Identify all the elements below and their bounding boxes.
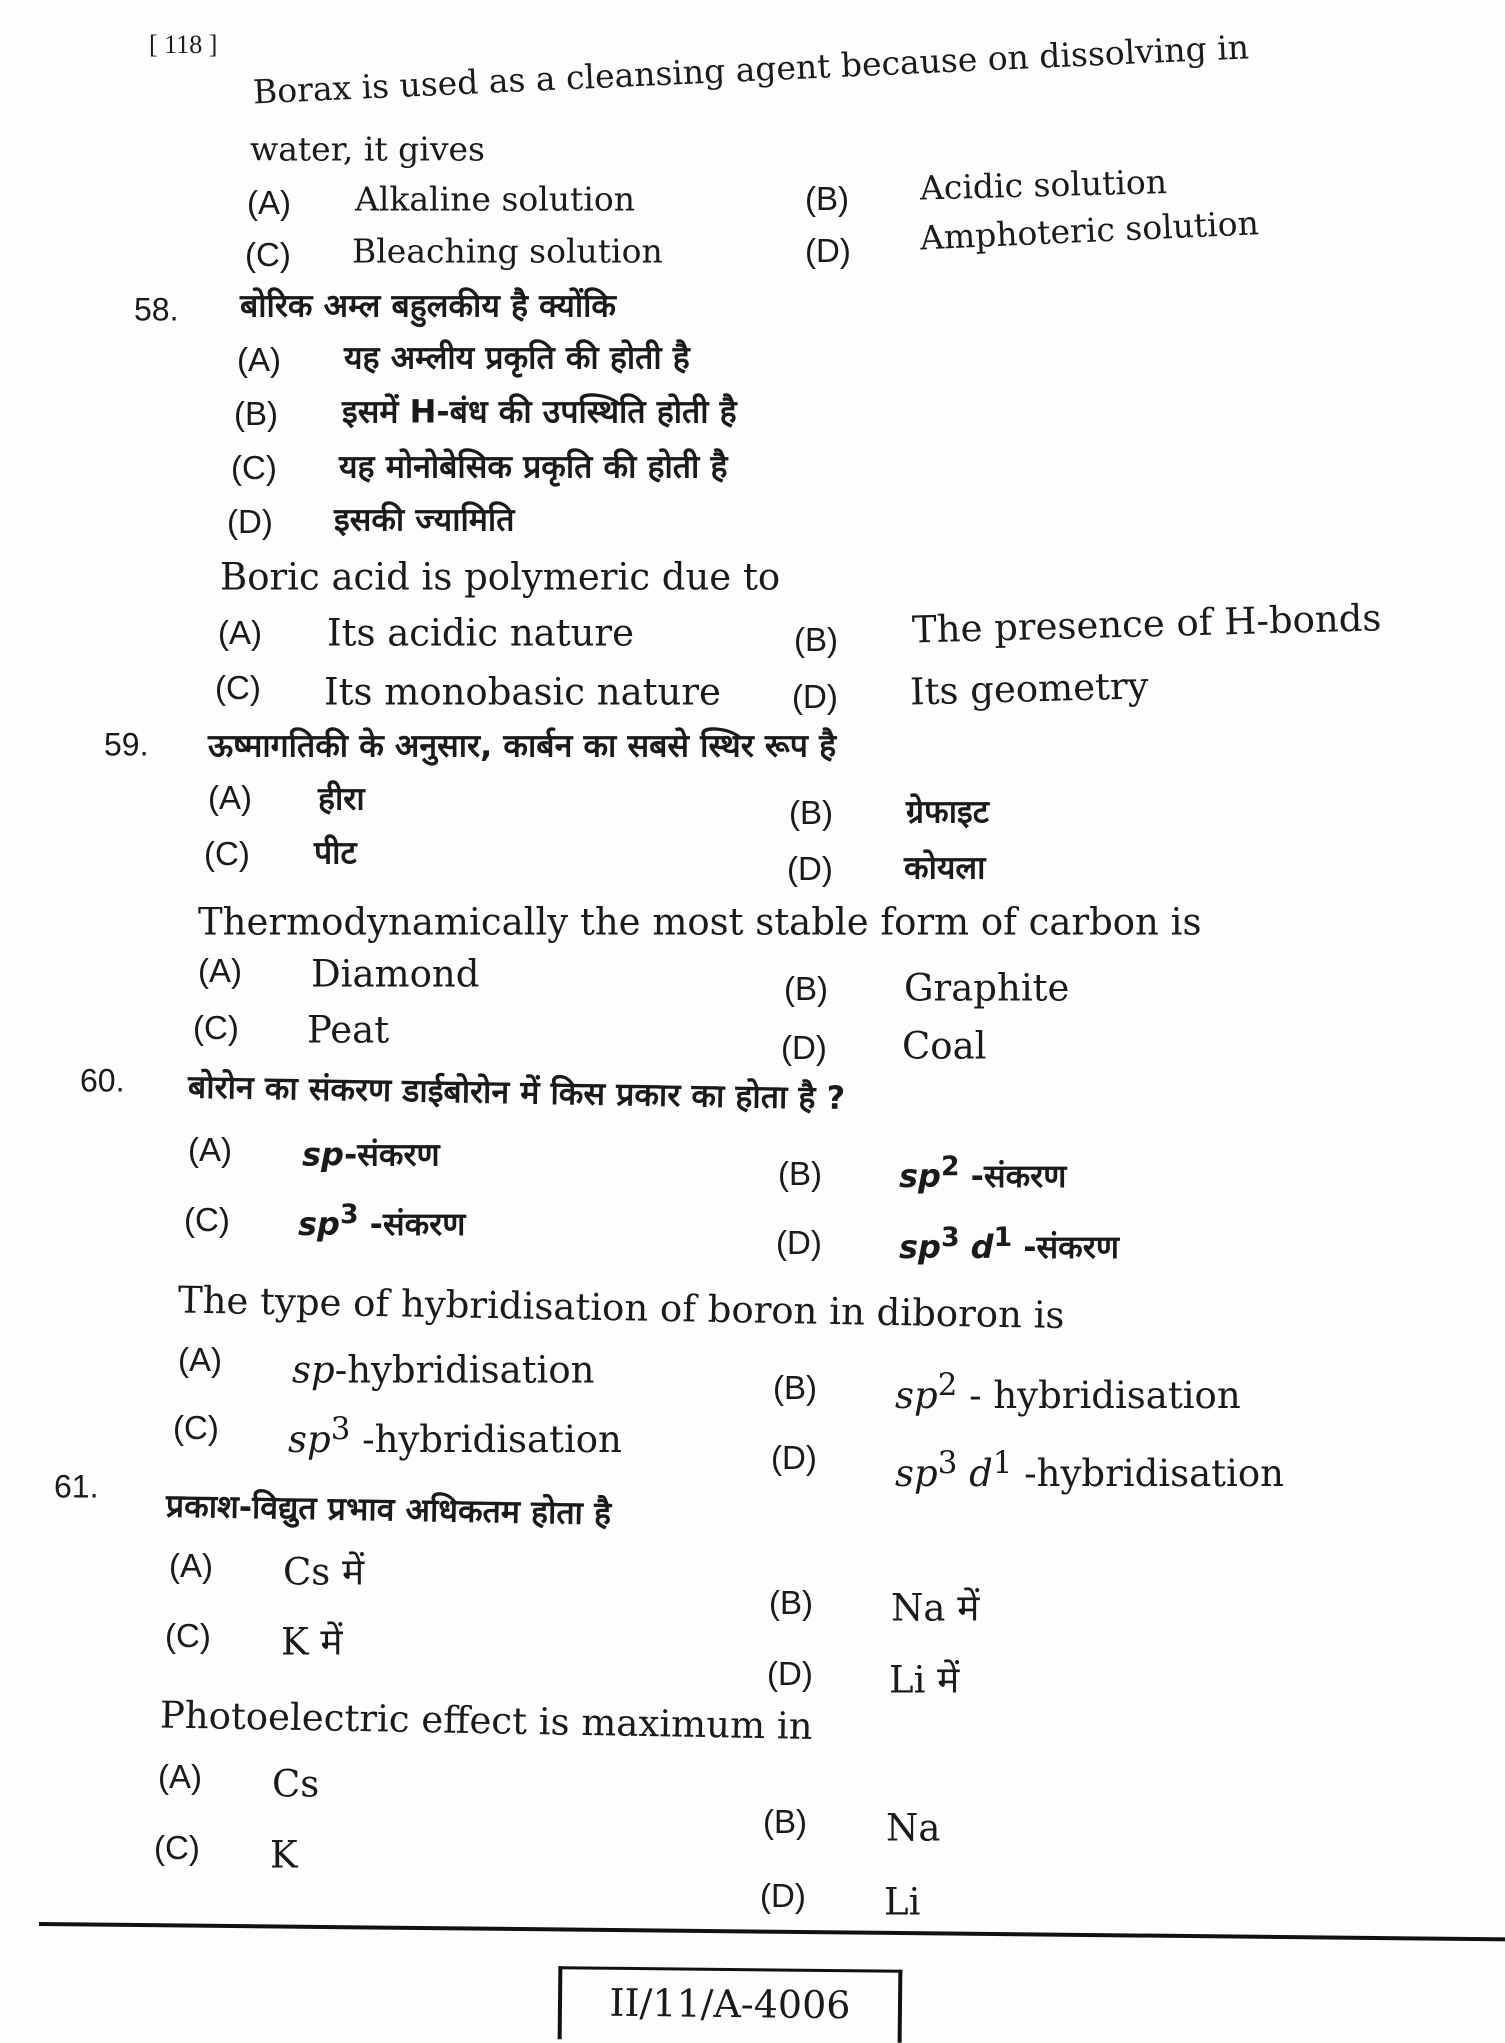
option-text: Its acidic nature (327, 611, 635, 655)
option-text: The presence of H-bonds (911, 596, 1382, 652)
question-57-text: Borax is used as a cleansing agent because on dissolving in (252, 27, 1250, 112)
option-label: (B) (794, 621, 838, 658)
option-text: कोयला (904, 848, 986, 887)
option-text: Bleaching solution (352, 231, 663, 271)
question-number: 60. (80, 1062, 125, 1099)
question-60-english: The type of hybridisation of boron in diboron is (177, 1278, 1065, 1337)
option-label: (C) (215, 669, 261, 706)
suffix: - hybridisation (957, 1374, 1241, 1418)
option-text: Na में (891, 1586, 980, 1630)
question-59-hindi: ऊष्मागतिकी के अनुसार, कार्बन का सबसे स्थिर रूप है (208, 726, 837, 765)
question-58-hindi: बोरिक अम्ल बहुलकीय है क्योंकि (240, 286, 616, 325)
option-text: Peat (307, 1008, 390, 1052)
sp: sp (895, 1452, 938, 1496)
superscript: 3 (937, 1444, 958, 1481)
option-label: (B) (778, 1155, 822, 1192)
superscript: 1 (993, 1222, 1013, 1254)
option-text (302, 1133, 440, 1176)
suffix: -hybridisation (1012, 1452, 1284, 1496)
suffix: -hybridisation (334, 1348, 595, 1392)
option-text: इसमें H-बंध की उपस्थिति होती है (342, 392, 737, 431)
option-label: (C) (193, 1009, 239, 1046)
option-label: (B) (769, 1584, 813, 1621)
option-label: (D) (227, 503, 273, 540)
page-number: [ 118 ] (149, 30, 218, 59)
sp: sp (895, 1374, 938, 1418)
option-label: (D) (760, 1877, 806, 1914)
option-label: (A) (178, 1341, 222, 1378)
superscript: 3 (940, 1222, 960, 1254)
option-text: Cs में (283, 1550, 365, 1594)
suffix: -संकरण (959, 1156, 1067, 1195)
option-text: Li में (889, 1658, 960, 1702)
option-text (895, 1445, 1284, 1495)
option-label: (D) (771, 1439, 817, 1476)
option-text (292, 1349, 595, 1392)
superscript: 2 (940, 1151, 960, 1183)
option-text: इसकी ज्यामिति (334, 500, 515, 539)
option-label: (C) (231, 449, 277, 486)
option-text: हीरा (318, 779, 365, 818)
option-text: Its monobasic nature (324, 670, 721, 714)
question-59-english: Thermodynamically the most stable form of carbon is (198, 900, 1202, 944)
option-text (899, 1222, 1119, 1268)
option-label: (B) (789, 794, 833, 831)
option-text: K में (281, 1620, 343, 1664)
sp: sp (288, 1418, 331, 1462)
sp: sp (899, 1156, 941, 1195)
option-label: (A) (237, 341, 281, 378)
option-text (895, 1367, 1241, 1417)
question-60-hindi: बोरोन का संकरण डाईबोरोन में किस प्रकार का होता है ? (187, 1067, 846, 1117)
option-label: (C) (245, 236, 291, 273)
option-label: (C) (184, 1201, 230, 1238)
option-label: (A) (218, 614, 262, 651)
option-label: (A) (208, 779, 252, 816)
option-label: (A) (247, 184, 291, 221)
option-label: (C) (165, 1617, 211, 1654)
option-text: पीट (314, 833, 357, 872)
question-61-hindi: प्रकाश-विद्युत प्रभाव अधिकतम होता है (165, 1486, 612, 1533)
option-label: (A) (198, 952, 242, 989)
option-label: (D) (787, 850, 833, 887)
question-number: 58. (134, 291, 179, 328)
option-text: Na (886, 1806, 941, 1850)
option-text (899, 1151, 1066, 1197)
suffix: -hybridisation (350, 1418, 622, 1462)
option-label: (D) (805, 232, 851, 269)
option-text (298, 1199, 465, 1245)
option-text: Amphoteric solution (919, 203, 1260, 258)
option-label: (B) (234, 395, 278, 432)
suffix: -संकरण (358, 1204, 466, 1243)
sp: sp (302, 1135, 344, 1174)
option-label: (D) (792, 678, 838, 715)
question-61-english: Photoelectric effect is maximum in (159, 1693, 813, 1748)
option-text: Graphite (904, 966, 1070, 1010)
option-text: Acidic solution (919, 162, 1168, 208)
option-label: (B) (784, 970, 828, 1007)
option-label: (D) (776, 1224, 822, 1261)
d: d (959, 1227, 994, 1266)
option-label: (B) (763, 1803, 807, 1840)
superscript: 2 (937, 1366, 958, 1403)
option-label: (B) (773, 1369, 817, 1406)
footer-rule (39, 1922, 1505, 1941)
option-text: यह अम्लीय प्रकृति की होती है (344, 338, 690, 377)
superscript: 1 (992, 1444, 1013, 1481)
superscript: 3 (330, 1410, 351, 1447)
suffix: -संकरण (343, 1135, 440, 1174)
option-text (288, 1411, 622, 1461)
option-label: (A) (158, 1758, 202, 1795)
option-text: Its geometry (909, 664, 1150, 714)
suffix: -संकरण (1012, 1227, 1119, 1266)
option-text: Li (884, 1880, 921, 1924)
option-label: (B) (805, 180, 849, 217)
option-text: ग्रेफाइट (906, 792, 989, 831)
question-number: 59. (104, 726, 149, 763)
option-label: (C) (154, 1829, 200, 1866)
question-number: 61. (54, 1468, 99, 1505)
question-58-english: Boric acid is polymeric due to (220, 555, 781, 599)
option-text: Coal (902, 1024, 987, 1068)
option-text: K (270, 1833, 298, 1877)
option-label: (D) (781, 1029, 827, 1066)
option-label: (A) (169, 1547, 213, 1584)
d: d (957, 1452, 993, 1496)
option-text: Alkaline solution (355, 179, 635, 219)
option-text: Cs (272, 1762, 320, 1806)
footer-code: II/11/A-4006 (558, 1966, 903, 2043)
question-57-text-cont: water, it gives (250, 129, 485, 169)
option-label: (D) (767, 1655, 813, 1692)
sp: sp (899, 1227, 941, 1266)
sp: sp (298, 1204, 340, 1243)
option-label: (A) (188, 1131, 232, 1168)
option-label: (C) (173, 1409, 219, 1446)
sp: sp (292, 1348, 335, 1392)
option-text: Diamond (311, 952, 480, 996)
superscript: 3 (339, 1199, 359, 1231)
option-label: (C) (204, 835, 250, 872)
option-text: यह मोनोबेसिक प्रकृति की होती है (339, 447, 728, 486)
